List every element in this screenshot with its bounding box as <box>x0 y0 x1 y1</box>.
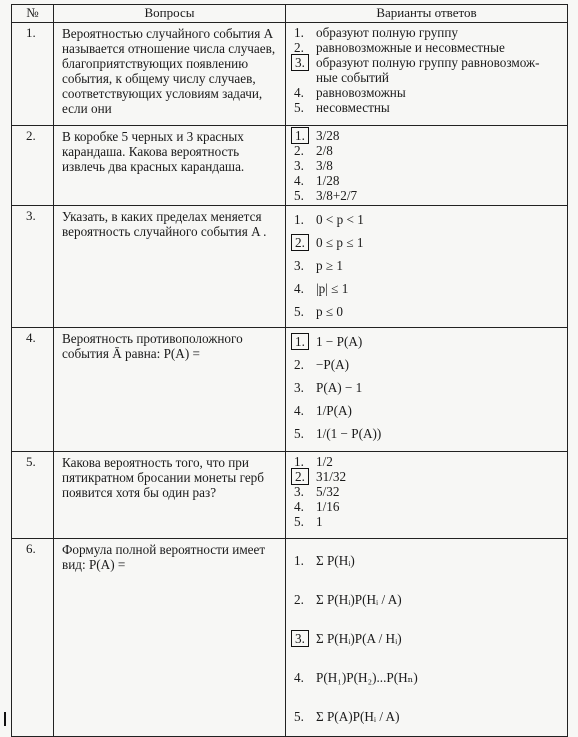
answer-option <box>294 376 563 399</box>
option-text: 1/28 <box>316 173 340 188</box>
option-text: образуют полную группу равновозмож- ные событий <box>316 55 540 85</box>
option-number <box>294 330 316 353</box>
answer-marker-box: 3. <box>291 54 309 71</box>
question-number: 1. <box>12 23 54 126</box>
option-number <box>294 376 316 399</box>
answer-option <box>294 541 563 580</box>
answer-option <box>294 277 563 300</box>
option-text: равновозможные и несовместные <box>316 40 505 55</box>
option-number <box>294 188 316 203</box>
option-text: 3/28 <box>316 128 340 143</box>
option-text: p ≤ 0 <box>316 304 344 319</box>
answer-marker-box: 2. <box>291 468 309 485</box>
option-index: 5. <box>294 304 304 319</box>
option-number <box>294 541 316 580</box>
option-index: 4. <box>294 85 304 100</box>
answer-option-marked <box>294 469 563 484</box>
answer-option <box>294 85 563 100</box>
option-text: 31/32 <box>316 469 347 484</box>
answer-options <box>286 328 568 452</box>
table-row <box>12 206 568 328</box>
option-number <box>294 353 316 376</box>
answer-option <box>294 208 563 231</box>
option-text: |p| ≤ 1 <box>316 281 349 296</box>
option-index: 5. <box>294 188 304 203</box>
answer-option <box>294 300 563 323</box>
answer-option <box>294 353 563 376</box>
answer-options <box>286 452 568 539</box>
option-number <box>294 25 316 40</box>
option-index: 5. <box>294 709 304 724</box>
header-num: № <box>12 5 54 23</box>
option-number <box>294 484 316 499</box>
option-text: 1/(1 − P(A)) <box>316 426 382 441</box>
question-text: Какова вероятность того, что при пятикратном бросании монеты герб появится хотя бы один раз? <box>54 452 286 539</box>
option-index: 2. <box>294 357 304 372</box>
option-index: 5. <box>294 426 304 441</box>
option-number <box>294 469 316 484</box>
answer-marker-box: 1. <box>291 333 309 350</box>
answer-options <box>286 23 568 126</box>
option-text: 3/8 <box>316 158 333 173</box>
option-index: 3. <box>294 484 304 499</box>
table-row <box>12 328 568 452</box>
answer-option <box>294 158 563 173</box>
option-text: 5/32 <box>316 484 340 499</box>
option-index: 4. <box>294 281 304 296</box>
answer-options <box>286 126 568 206</box>
answer-option <box>294 422 563 445</box>
answer-option <box>294 254 563 277</box>
table-header-row <box>12 5 568 23</box>
option-text: 0 ≤ p ≤ 1 <box>316 235 364 250</box>
option-index: 4. <box>294 403 304 418</box>
header-answers: Варианты ответов <box>286 5 568 23</box>
answer-marker-box: 1. <box>291 127 309 144</box>
option-index: 1. <box>294 212 304 227</box>
answer-option <box>294 499 563 514</box>
option-number <box>294 143 316 158</box>
option-number <box>294 658 316 697</box>
option-index: 5. <box>294 514 304 529</box>
answer-option <box>294 697 563 736</box>
option-number <box>294 254 316 277</box>
option-text: 3/8+2/7 <box>316 188 358 203</box>
question-number: 5. <box>12 452 54 539</box>
option-number <box>294 55 316 70</box>
option-index: 1. <box>294 454 304 469</box>
question-text: Вероятностью случайного события A называется отношение числа случаев, благоприятствующих появлению события, к общему числу случаев, соответствующих условиям задачи, если они <box>54 23 286 126</box>
option-index: 4. <box>294 499 304 514</box>
answer-option <box>294 143 563 158</box>
header-questions: Вопросы <box>54 5 286 23</box>
option-number <box>294 514 316 529</box>
option-index: 2. <box>294 143 304 158</box>
option-text: несовместны <box>316 100 390 115</box>
question-number: 6. <box>12 539 54 737</box>
option-number <box>294 697 316 736</box>
option-text: Σ P(Hᵢ)P(Hᵢ / A) <box>316 592 402 607</box>
question-text: Формула полной вероятности имеет вид: P(A) = <box>54 539 286 737</box>
option-index: 3. <box>294 380 304 395</box>
question-number: 2. <box>12 126 54 206</box>
table-row <box>12 539 568 737</box>
option-number <box>294 580 316 619</box>
answer-option <box>294 454 563 469</box>
answer-option-marked <box>294 55 563 85</box>
table-row <box>12 126 568 206</box>
answer-option <box>294 658 563 697</box>
option-index: 2. <box>294 40 304 55</box>
option-number <box>294 100 316 115</box>
option-text: 2/8 <box>316 143 333 158</box>
answer-option-marked <box>294 231 563 254</box>
option-text: образуют полную группу <box>316 25 459 40</box>
option-index: 1. <box>294 553 304 568</box>
option-index: 3. <box>294 258 304 273</box>
answer-option-marked <box>294 619 563 658</box>
table-row <box>12 452 568 539</box>
option-text: 1 <box>316 514 323 529</box>
option-number <box>294 128 316 143</box>
option-text: P(A) − 1 <box>316 380 363 395</box>
option-number <box>294 422 316 445</box>
answer-option <box>294 399 563 422</box>
answer-option <box>294 40 563 55</box>
table-row <box>12 23 568 126</box>
option-text: 0 < p < 1 <box>316 212 364 227</box>
option-number <box>294 619 316 658</box>
answer-option <box>294 514 563 529</box>
option-text: равновозможны <box>316 85 406 100</box>
answer-option <box>294 25 563 40</box>
option-text: p ≥ 1 <box>316 258 344 273</box>
option-index: 5. <box>294 100 304 115</box>
option-text: 1 − P(A) <box>316 334 363 349</box>
answer-options <box>286 539 568 737</box>
quiz-table <box>11 4 568 737</box>
option-text: 1/P(A) <box>316 403 352 418</box>
option-number <box>294 499 316 514</box>
question-text: В коробке 5 черных и 3 красных карандаша. Какова вероятность извлечь два красных карандаша. <box>54 126 286 206</box>
answer-option <box>294 100 563 115</box>
question-text: Вероятность противоположного события Ā равна: P(A) = <box>54 328 286 452</box>
option-index: 2. <box>294 592 304 607</box>
answer-options <box>286 206 568 328</box>
answer-marker-box: 2. <box>291 234 309 251</box>
option-text: Σ P(Hᵢ)P(A / Hᵢ) <box>316 631 402 646</box>
option-number <box>294 300 316 323</box>
option-number <box>294 40 316 55</box>
option-number <box>294 173 316 188</box>
option-index: 4. <box>294 173 304 188</box>
option-text: 1/2 <box>316 454 333 469</box>
question-number: 4. <box>12 328 54 452</box>
answer-option-marked <box>294 128 563 143</box>
option-number <box>294 231 316 254</box>
question-text: Указать, в каких пределах меняется вероятность случайного события A . <box>54 206 286 328</box>
option-index: 3. <box>294 158 304 173</box>
answer-option-marked <box>294 330 563 353</box>
answer-option <box>294 484 563 499</box>
option-text: P(H₁)P(H₂)...P(Hₙ) <box>316 670 418 685</box>
option-number <box>294 208 316 231</box>
option-text: Σ P(A)P(Hᵢ / A) <box>316 709 400 724</box>
option-number <box>294 399 316 422</box>
option-index: 1. <box>294 25 304 40</box>
answer-marker-box: 3. <box>291 630 309 647</box>
question-number: 3. <box>12 206 54 328</box>
answer-option <box>294 580 563 619</box>
answer-option <box>294 173 563 188</box>
option-number <box>294 85 316 100</box>
option-number <box>294 277 316 300</box>
option-number <box>294 454 316 469</box>
answer-option <box>294 188 563 203</box>
option-number <box>294 158 316 173</box>
option-index: 4. <box>294 670 304 685</box>
option-text: 1/16 <box>316 499 340 514</box>
option-text: Σ P(Hᵢ) <box>316 553 355 568</box>
scan-mark <box>4 712 6 726</box>
option-text: −P(A) <box>316 357 350 372</box>
